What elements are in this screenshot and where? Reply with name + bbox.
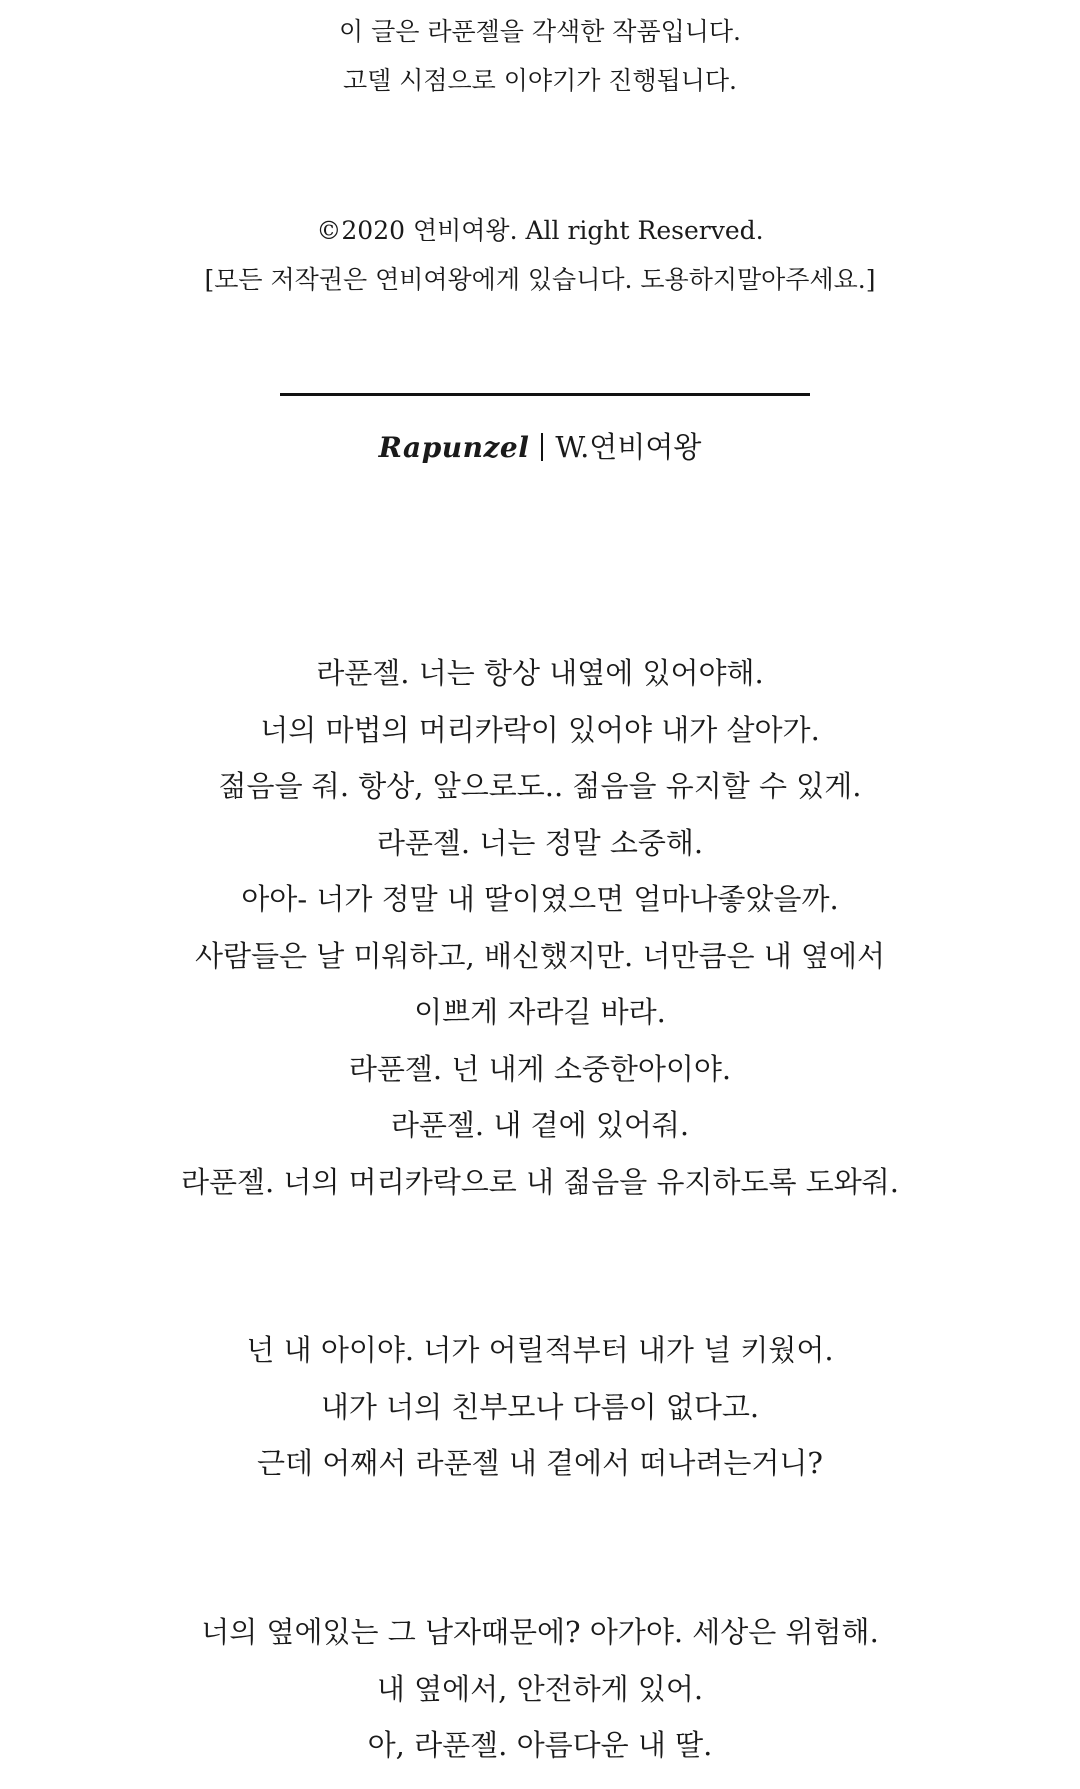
copyright-line: [모든 저작권은 연비여왕에게 있습니다. 도용하지말아주세요.]: [204, 265, 876, 294]
divider: [280, 393, 810, 396]
copyright-line: ©2020 연비여왕. All right Reserved.: [316, 216, 764, 245]
separator-bar: [541, 433, 543, 461]
verse-line: 라푼젤. 너는 정말 소중해.: [376, 825, 704, 860]
verse-line: 너의 옆에있는 그 남자때문에? 아가야. 세상은 위험해.: [201, 1615, 879, 1649]
verse-line: 너의 마법의 머리카락이 있어야 내가 살아가.: [260, 712, 820, 747]
intro-notice: [0, 7, 1080, 105]
verse-line: 내 옆에서, 안전하게 있어.: [376, 1671, 704, 1706]
verse-line: 라푼젤. 너의 머리카락으로 내 젊음을 유지하도록 도와줘.: [180, 1164, 900, 1199]
intro-line: 이 글은 라푼젤을 각색한 작품입니다.: [339, 17, 741, 46]
verse-line: 아아- 너가 정말 내 딸이였으면 얼마나좋았을까.: [241, 882, 839, 916]
verse-line: 라푼젤. 내 곁에 있어줘.: [390, 1108, 690, 1142]
verse-block: [0, 645, 1080, 1210]
verse-line: 사람들은 날 미워하고, 배신했지만. 너만큼은 내 옆에서: [194, 938, 886, 973]
verse-line: 근데 어째서 라푼젤 내 곁에서 떠나려는거니?: [257, 1446, 823, 1480]
verse-line: 넌 내 아이야. 너가 어릴적부터 내가 널 키웠어.: [246, 1333, 834, 1367]
title-signature: [0, 425, 1080, 470]
verse-line: 이쁘게 자라길 바라.: [414, 995, 666, 1029]
intro-line: 고델 시점으로 이야기가 진행됩니다.: [342, 66, 738, 95]
verse-line: 라푼젤. 너는 항상 내옆에 있어야해.: [316, 656, 764, 690]
verse-block: [0, 1604, 1080, 1774]
verse-block: [0, 1322, 1080, 1492]
story-title: Rapunzel: [378, 431, 530, 464]
author-name: W.연비여왕: [555, 430, 702, 464]
verse-line: 내가 너의 친부모나 다름이 없다고.: [320, 1389, 760, 1424]
verse-line: 젊음을 줘. 항상, 앞으로도.. 젊음을 유지할 수 있게.: [218, 769, 862, 803]
verse-line: 라푼젤. 넌 내게 소중한아이야.: [348, 1051, 732, 1086]
verse-line: 아, 라푼젤. 아름다운 내 딸.: [367, 1728, 713, 1762]
copyright-notice: [0, 206, 1080, 304]
